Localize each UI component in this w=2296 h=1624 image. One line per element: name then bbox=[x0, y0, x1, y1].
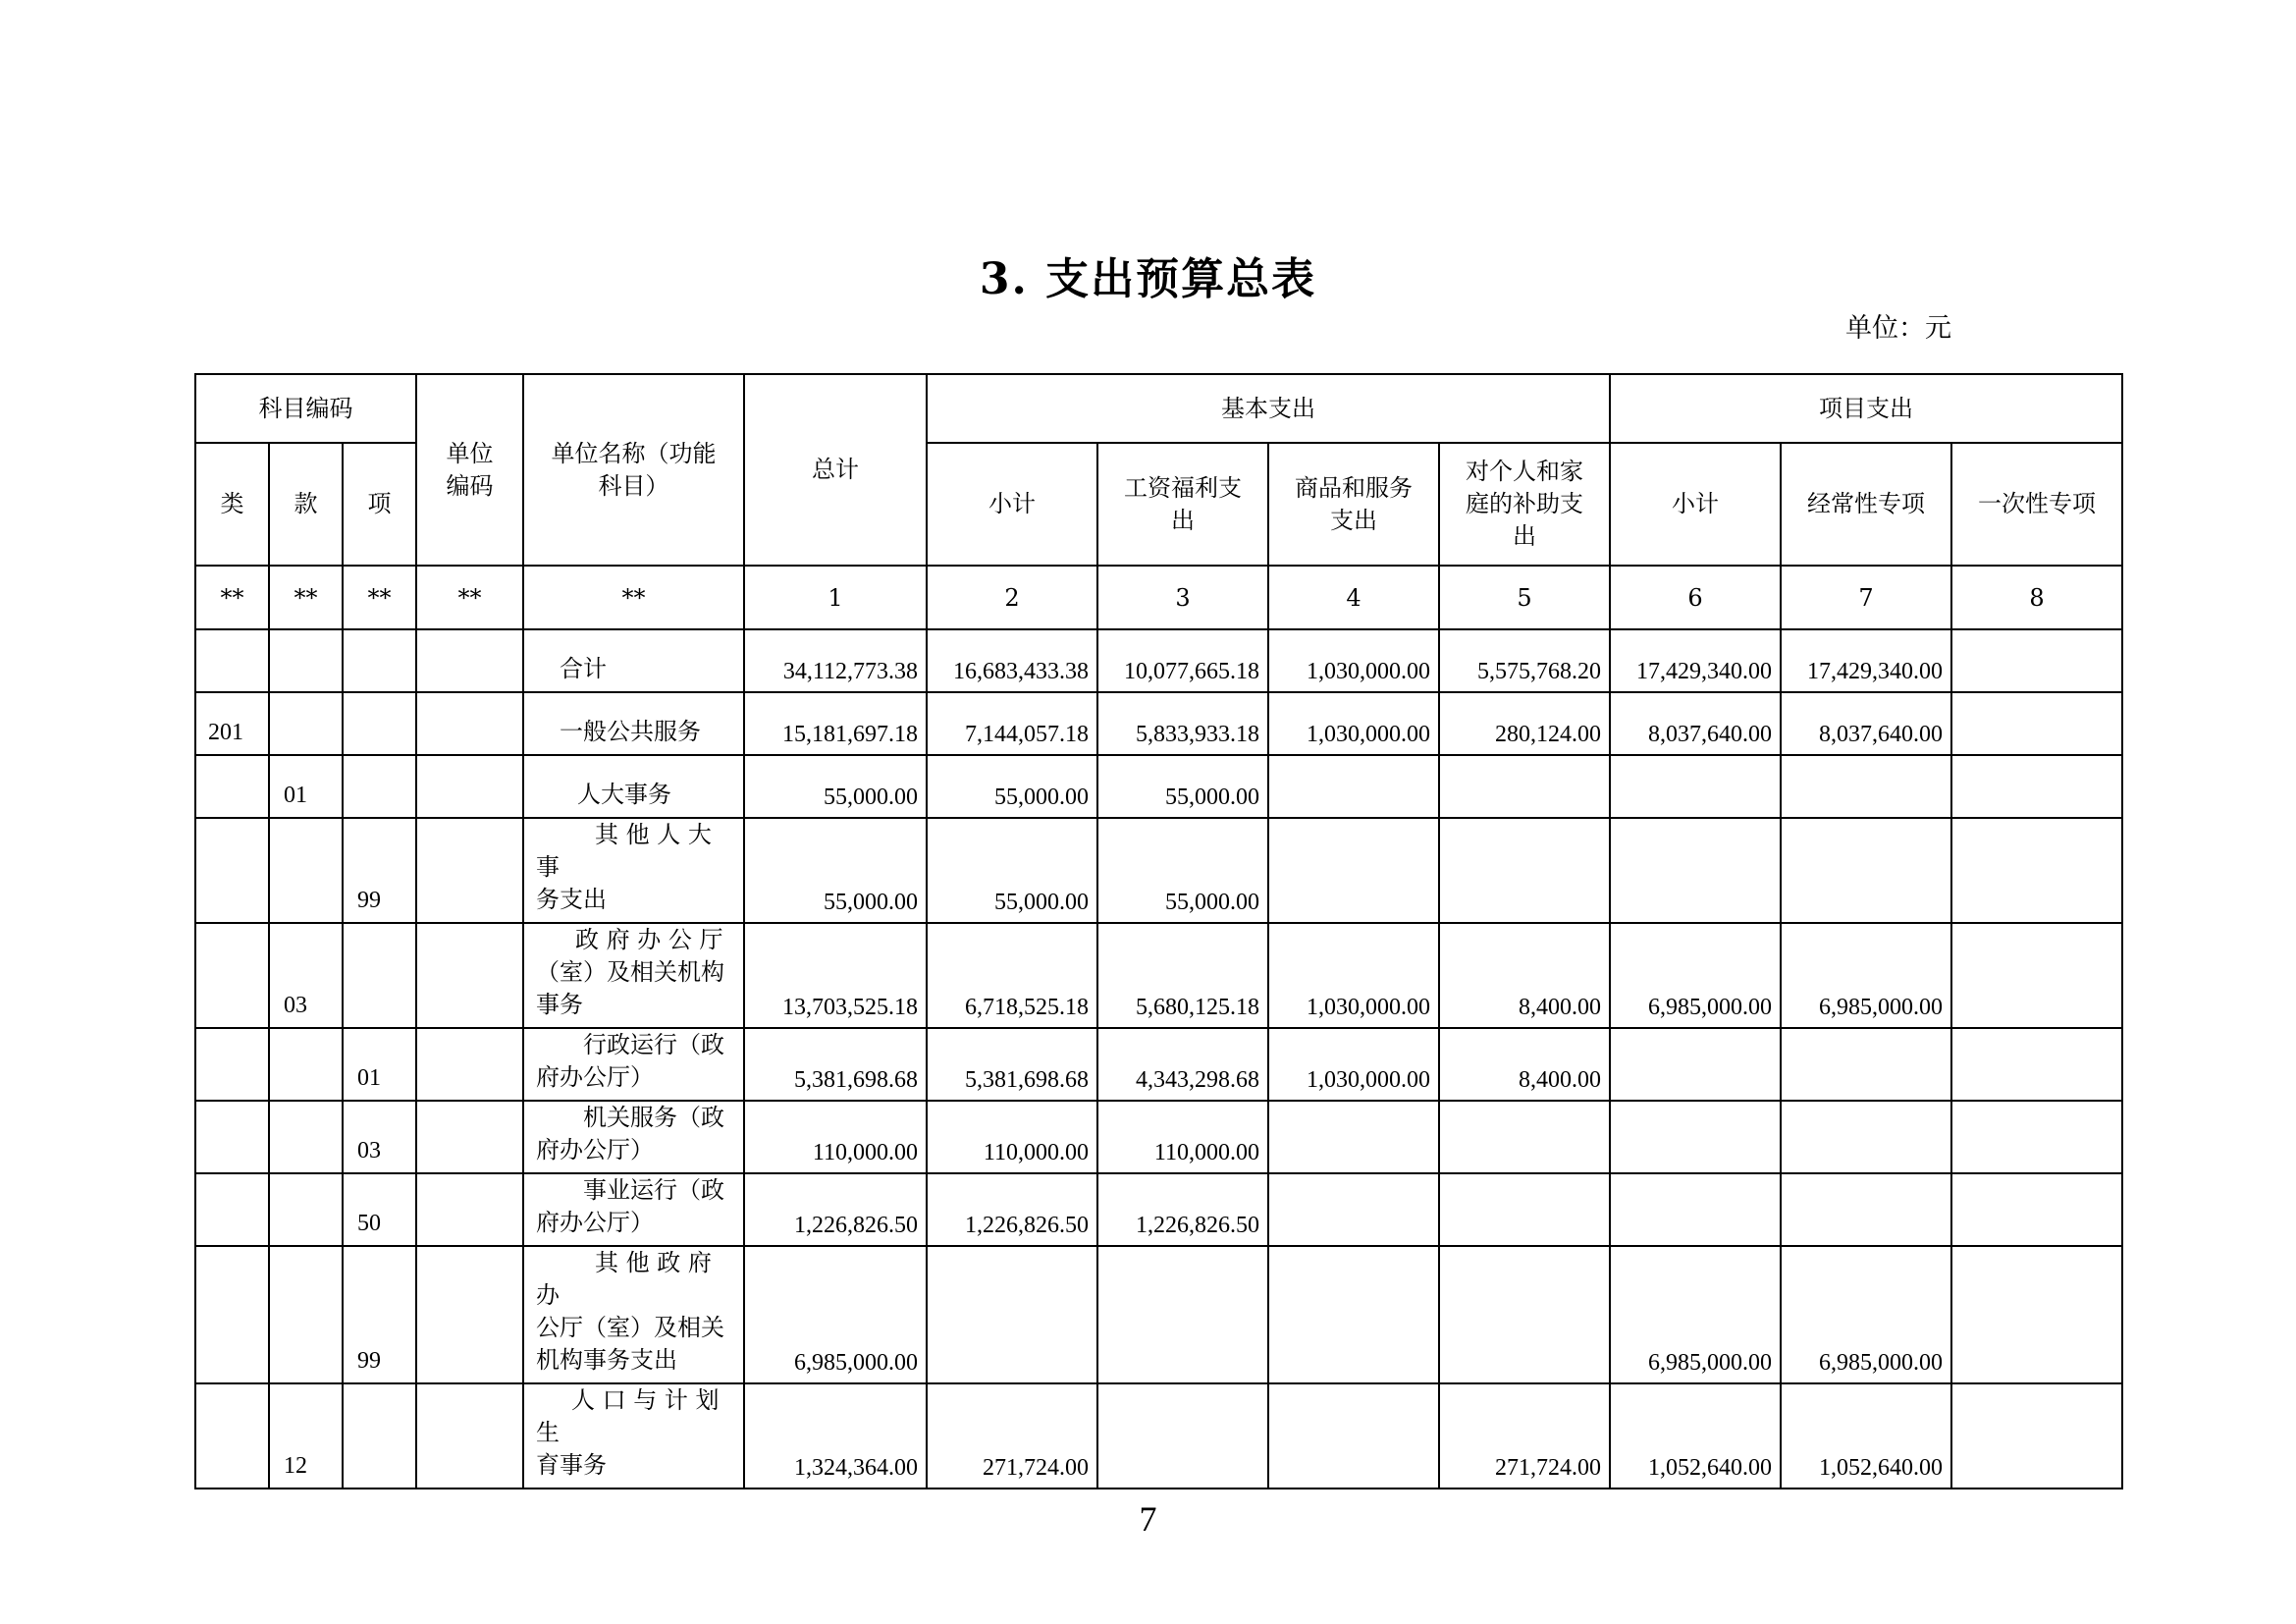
header-goods-services: 商品和服务 支出 bbox=[1268, 443, 1439, 566]
cell-total: 1,324,364.00 bbox=[744, 1383, 927, 1489]
cell-wages bbox=[1097, 1383, 1268, 1489]
header-xiang: 项 bbox=[343, 443, 416, 566]
cell-total: 5,381,698.68 bbox=[744, 1028, 927, 1101]
cell-total: 1,226,826.50 bbox=[744, 1173, 927, 1246]
cell-basic-subtotal: 5,381,698.68 bbox=[927, 1028, 1097, 1101]
index-row bbox=[195, 566, 2122, 629]
index-cell: 8 bbox=[1951, 566, 2122, 629]
cell-xiang bbox=[343, 755, 416, 818]
cell-name bbox=[523, 1246, 744, 1383]
cell-lei bbox=[195, 755, 269, 818]
cell-total: 55,000.00 bbox=[744, 818, 927, 923]
table-row bbox=[195, 1028, 2122, 1101]
cell-xiang: 01 bbox=[343, 1028, 416, 1101]
cell-onetime bbox=[1951, 1246, 2122, 1383]
cell-total: 110,000.00 bbox=[744, 1101, 927, 1173]
cell-lei: 201 bbox=[195, 692, 269, 755]
cell-goods bbox=[1268, 1246, 1439, 1383]
cell-name-line: 务支出 bbox=[536, 886, 608, 913]
header-lei: 类 bbox=[195, 443, 269, 566]
index-cell: ** bbox=[343, 566, 416, 629]
cell-project-subtotal bbox=[1610, 1173, 1781, 1246]
cell-lei bbox=[195, 1246, 269, 1383]
cell-name-line: 合计 bbox=[560, 655, 608, 682]
cell-personal bbox=[1439, 1173, 1610, 1246]
header-regular-special: 经常性专项 bbox=[1781, 443, 1951, 566]
cell-total: 15,181,697.18 bbox=[744, 692, 927, 755]
cell-basic-subtotal: 55,000.00 bbox=[927, 755, 1097, 818]
cell-wages bbox=[1097, 1246, 1268, 1383]
cell-lei bbox=[195, 1173, 269, 1246]
cell-project-subtotal: 1,052,640.00 bbox=[1610, 1383, 1781, 1489]
index-cell: 4 bbox=[1268, 566, 1439, 629]
cell-lei bbox=[195, 818, 269, 923]
cell-onetime bbox=[1951, 1173, 2122, 1246]
cell-kuan bbox=[269, 629, 343, 692]
cell-basic-subtotal: 6,718,525.18 bbox=[927, 923, 1097, 1028]
cell-total: 13,703,525.18 bbox=[744, 923, 927, 1028]
header-basic-expenditure: 基本支出 bbox=[927, 374, 1610, 443]
cell-name-line: 府办公厅） bbox=[536, 1209, 655, 1236]
cell-name bbox=[523, 923, 744, 1028]
table-row bbox=[195, 692, 2122, 755]
cell-total: 34,112,773.38 bbox=[744, 629, 927, 692]
header-project-subtotal: 小计 bbox=[1610, 443, 1781, 566]
cell-name bbox=[523, 1383, 744, 1489]
index-cell: 5 bbox=[1439, 566, 1610, 629]
unit-label: 单位：元 bbox=[1845, 313, 1951, 344]
cell-basic-subtotal: 7,144,057.18 bbox=[927, 692, 1097, 755]
cell-goods bbox=[1268, 818, 1439, 923]
cell-xiang bbox=[343, 1383, 416, 1489]
cell-name-line: 事业运行（政 bbox=[583, 1176, 725, 1204]
cell-regular bbox=[1781, 818, 1951, 923]
cell-name bbox=[523, 1028, 744, 1101]
header-subject-code: 科目编码 bbox=[195, 374, 416, 443]
cell-wages: 1,226,826.50 bbox=[1097, 1173, 1268, 1246]
cell-personal bbox=[1439, 1246, 1610, 1383]
cell-xiang bbox=[343, 923, 416, 1028]
cell-personal bbox=[1439, 818, 1610, 923]
index-cell: 7 bbox=[1781, 566, 1951, 629]
cell-regular bbox=[1781, 1028, 1951, 1101]
cell-name bbox=[523, 1101, 744, 1173]
cell-goods: 1,030,000.00 bbox=[1268, 629, 1439, 692]
cell-unit-code bbox=[416, 692, 523, 755]
cell-basic-subtotal: 55,000.00 bbox=[927, 818, 1097, 923]
cell-lei bbox=[195, 1028, 269, 1101]
cell-project-subtotal bbox=[1610, 1101, 1781, 1173]
table-row bbox=[195, 755, 2122, 818]
cell-basic-subtotal: 110,000.00 bbox=[927, 1101, 1097, 1173]
header-basic-subtotal: 小计 bbox=[927, 443, 1097, 566]
cell-project-subtotal bbox=[1610, 818, 1781, 923]
cell-basic-subtotal: 1,226,826.50 bbox=[927, 1173, 1097, 1246]
cell-goods: 1,030,000.00 bbox=[1268, 692, 1439, 755]
cell-personal: 280,124.00 bbox=[1439, 692, 1610, 755]
cell-regular: 8,037,640.00 bbox=[1781, 692, 1951, 755]
cell-project-subtotal: 17,429,340.00 bbox=[1610, 629, 1781, 692]
header-personal-subsidy: 对个人和家 庭的补助支 出 bbox=[1439, 443, 1610, 566]
cell-xiang: 50 bbox=[343, 1173, 416, 1246]
cell-goods: 1,030,000.00 bbox=[1268, 1028, 1439, 1101]
cell-unit-code bbox=[416, 1246, 523, 1383]
cell-kuan: 12 bbox=[269, 1383, 343, 1489]
cell-onetime bbox=[1951, 923, 2122, 1028]
cell-xiang: 99 bbox=[343, 1246, 416, 1383]
cell-name bbox=[523, 692, 744, 755]
cell-unit-code bbox=[416, 1383, 523, 1489]
cell-project-subtotal bbox=[1610, 1028, 1781, 1101]
cell-name-line: 府办公厅） bbox=[536, 1136, 655, 1164]
cell-name-line: 其 他 政 府 办 bbox=[536, 1249, 712, 1309]
cell-wages: 55,000.00 bbox=[1097, 755, 1268, 818]
cell-wages: 55,000.00 bbox=[1097, 818, 1268, 923]
cell-unit-code bbox=[416, 1028, 523, 1101]
cell-project-subtotal: 6,985,000.00 bbox=[1610, 1246, 1781, 1383]
cell-onetime bbox=[1951, 755, 2122, 818]
cell-lei bbox=[195, 923, 269, 1028]
header-kuan: 款 bbox=[269, 443, 343, 566]
cell-regular bbox=[1781, 1173, 1951, 1246]
cell-wages: 10,077,665.18 bbox=[1097, 629, 1268, 692]
cell-kuan bbox=[269, 1246, 343, 1383]
cell-regular: 6,985,000.00 bbox=[1781, 923, 1951, 1028]
cell-name-line: 机关服务（政 bbox=[583, 1104, 725, 1131]
cell-kuan: 01 bbox=[269, 755, 343, 818]
cell-name-line: 公厅（室）及相关 bbox=[536, 1314, 725, 1341]
cell-wages: 4,343,298.68 bbox=[1097, 1028, 1268, 1101]
header-total: 总计 bbox=[744, 374, 927, 566]
cell-name-line: 政 府 办 公 厅 bbox=[575, 926, 723, 953]
cell-unit-code bbox=[416, 1173, 523, 1246]
budget-table bbox=[194, 373, 2123, 1489]
cell-name bbox=[523, 629, 744, 692]
cell-regular: 17,429,340.00 bbox=[1781, 629, 1951, 692]
header-unit-name: 单位名称（功能 科目） bbox=[523, 374, 744, 566]
cell-name-line: （室）及相关机构 bbox=[536, 958, 725, 986]
cell-name-line: 人 口 与 计 划 生 bbox=[536, 1386, 720, 1446]
cell-regular: 1,052,640.00 bbox=[1781, 1383, 1951, 1489]
cell-name-line: 机构事务支出 bbox=[536, 1346, 678, 1374]
cell-lei bbox=[195, 1101, 269, 1173]
cell-unit-code bbox=[416, 818, 523, 923]
cell-goods bbox=[1268, 1173, 1439, 1246]
cell-name-line: 育事务 bbox=[536, 1451, 608, 1479]
cell-goods bbox=[1268, 1101, 1439, 1173]
cell-unit-code bbox=[416, 755, 523, 818]
cell-personal bbox=[1439, 755, 1610, 818]
cell-unit-code bbox=[416, 1101, 523, 1173]
cell-lei bbox=[195, 1383, 269, 1489]
cell-basic-subtotal bbox=[927, 1246, 1097, 1383]
cell-kuan bbox=[269, 692, 343, 755]
index-cell: ** bbox=[523, 566, 744, 629]
index-cell: 6 bbox=[1610, 566, 1781, 629]
cell-goods bbox=[1268, 755, 1439, 818]
cell-name-line: 其 他 人 大 事 bbox=[536, 821, 712, 881]
cell-personal: 8,400.00 bbox=[1439, 923, 1610, 1028]
index-cell: ** bbox=[416, 566, 523, 629]
cell-name-line: 一般公共服务 bbox=[560, 718, 702, 745]
page-title: 3. 支出预算总表 bbox=[979, 254, 1317, 304]
cell-name bbox=[523, 1173, 744, 1246]
cell-onetime bbox=[1951, 629, 2122, 692]
cell-onetime bbox=[1951, 1383, 2122, 1489]
cell-wages: 5,680,125.18 bbox=[1097, 923, 1268, 1028]
cell-personal: 5,575,768.20 bbox=[1439, 629, 1610, 692]
cell-goods: 1,030,000.00 bbox=[1268, 923, 1439, 1028]
table-row bbox=[195, 1246, 2122, 1383]
header-wages: 工资福利支 出 bbox=[1097, 443, 1268, 566]
cell-unit-code bbox=[416, 629, 523, 692]
table-row bbox=[195, 629, 2122, 692]
cell-personal: 271,724.00 bbox=[1439, 1383, 1610, 1489]
table-row bbox=[195, 1101, 2122, 1173]
cell-total: 6,985,000.00 bbox=[744, 1246, 927, 1383]
cell-project-subtotal: 8,037,640.00 bbox=[1610, 692, 1781, 755]
cell-onetime bbox=[1951, 1101, 2122, 1173]
cell-regular: 6,985,000.00 bbox=[1781, 1246, 1951, 1383]
cell-onetime bbox=[1951, 818, 2122, 923]
header-onetime-special: 一次性专项 bbox=[1951, 443, 2122, 566]
cell-kuan: 03 bbox=[269, 923, 343, 1028]
index-cell: 3 bbox=[1097, 566, 1268, 629]
page-number: 7 bbox=[1139, 1499, 1157, 1539]
cell-name-line: 人大事务 bbox=[577, 781, 672, 808]
table-row bbox=[195, 1383, 2122, 1489]
cell-basic-subtotal: 16,683,433.38 bbox=[927, 629, 1097, 692]
cell-xiang bbox=[343, 629, 416, 692]
header-project-expenditure: 项目支出 bbox=[1610, 374, 2122, 443]
cell-basic-subtotal: 271,724.00 bbox=[927, 1383, 1097, 1489]
cell-onetime bbox=[1951, 1028, 2122, 1101]
index-cell: ** bbox=[195, 566, 269, 629]
cell-name-line: 府办公厅） bbox=[536, 1063, 655, 1091]
cell-regular bbox=[1781, 1101, 1951, 1173]
cell-personal: 8,400.00 bbox=[1439, 1028, 1610, 1101]
index-cell: 2 bbox=[927, 566, 1097, 629]
cell-goods bbox=[1268, 1383, 1439, 1489]
cell-personal bbox=[1439, 1101, 1610, 1173]
cell-project-subtotal bbox=[1610, 755, 1781, 818]
table-row bbox=[195, 923, 2122, 1028]
cell-onetime bbox=[1951, 692, 2122, 755]
cell-total: 55,000.00 bbox=[744, 755, 927, 818]
cell-lei bbox=[195, 629, 269, 692]
header-unit-code: 单位 编码 bbox=[416, 374, 523, 566]
cell-name-line: 行政运行（政 bbox=[583, 1031, 725, 1058]
cell-xiang: 03 bbox=[343, 1101, 416, 1173]
cell-wages: 5,833,933.18 bbox=[1097, 692, 1268, 755]
cell-xiang bbox=[343, 692, 416, 755]
index-cell: 1 bbox=[744, 566, 927, 629]
cell-kuan bbox=[269, 1101, 343, 1173]
table-row bbox=[195, 818, 2122, 923]
cell-kuan bbox=[269, 818, 343, 923]
cell-kuan bbox=[269, 1028, 343, 1101]
table-row bbox=[195, 1173, 2122, 1246]
cell-xiang: 99 bbox=[343, 818, 416, 923]
header-row-1 bbox=[195, 374, 2122, 443]
index-cell: ** bbox=[269, 566, 343, 629]
cell-project-subtotal: 6,985,000.00 bbox=[1610, 923, 1781, 1028]
cell-unit-code bbox=[416, 923, 523, 1028]
cell-name bbox=[523, 818, 744, 923]
cell-regular bbox=[1781, 755, 1951, 818]
cell-wages: 110,000.00 bbox=[1097, 1101, 1268, 1173]
cell-name bbox=[523, 755, 744, 818]
cell-name-line: 事务 bbox=[536, 991, 584, 1018]
cell-kuan bbox=[269, 1173, 343, 1246]
